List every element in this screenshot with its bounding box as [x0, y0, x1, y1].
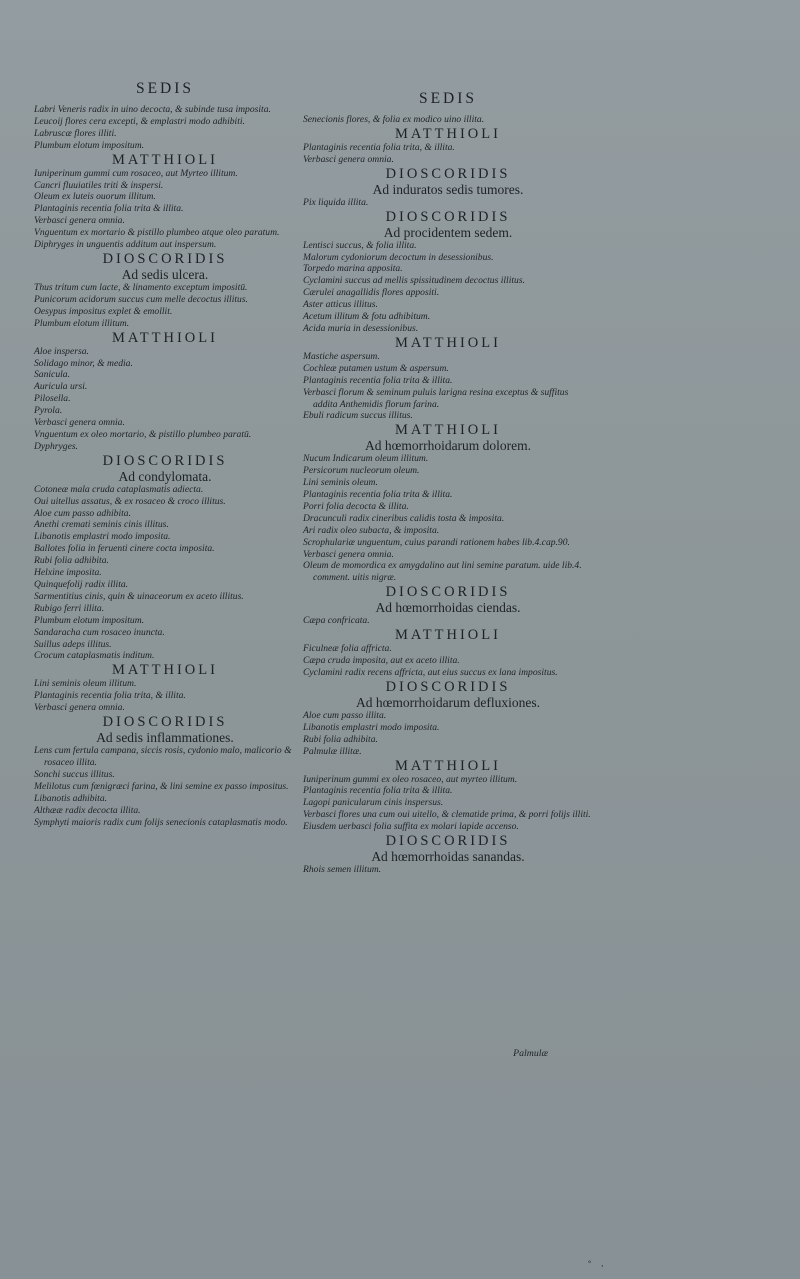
remedy-entry: Rhois semen illitum. — [303, 864, 382, 876]
remedy-entry: Plantaginis recentia folia trita & illita. — [34, 203, 184, 215]
remedy-entry: Anethi cremati seminis cinis illitus. — [34, 519, 169, 531]
remedy-entry: Pilosella. — [34, 393, 71, 405]
remedy-entry: Libanotis emplastri modo imposita. — [303, 721, 440, 733]
remedy-entry: Cyclamini succus ad mellis spissitudinem decoctus illitus. — [303, 275, 525, 287]
remedy-entry: Labruscæ flores illiti. — [34, 127, 117, 139]
remedy-entry: Lini seminis oleum. — [303, 477, 378, 489]
remedy-entry: Punicorum acidorum succus cum melle decoctus illitus. — [34, 293, 248, 305]
remedy-entry: Verbasci genera omnia. — [34, 215, 125, 227]
remedy-entry: Mastiche aspersum. — [303, 350, 380, 362]
remedy-entry: Libanotis emplastri modo imposita. — [34, 531, 171, 543]
remedy-entry: Sandaracha cum rosaceo inuncta. — [34, 626, 165, 638]
remedy-entry: Nucum Indicarum oleum illitum. — [303, 453, 429, 465]
remedy-entry: Rubi folia adhibita. — [303, 733, 378, 745]
remedy-entry: Aloe cum passo illita. — [303, 709, 387, 721]
remedy-entry: Plantaginis recentia folia trita & illita. — [303, 374, 453, 386]
section-heading: MATTHIOLI — [395, 125, 501, 142]
remedy-entry: Rubi folia adhibita. — [34, 555, 109, 567]
remedy-entry: Libanotis adhibita. — [34, 792, 108, 804]
remedy-entry: Auricula ursi. — [34, 381, 88, 393]
remedy-entry: Acida muria in desessionibus. — [303, 322, 419, 334]
section-heading: DIOSCORIDIS — [385, 584, 511, 601]
remedy-entry: Pyrola. — [34, 405, 63, 417]
remedy-entry: Persicorum nucleorum oleum. — [303, 465, 420, 477]
section-heading: MATTHIOLI — [395, 334, 501, 351]
remedy-entry: Senecionis flores, & folia ex modico uino illita. — [303, 114, 485, 125]
catchword: Palmulæ — [513, 1048, 548, 1059]
remedy-entry: Lens cum fertula campana, siccis rosis, cydonio malo, malicorio & rosaceo illita. — [34, 745, 292, 768]
remedy-entry: Plantaginis recentia folia trita & illita. — [303, 489, 453, 501]
remedy-entry: Eiusdem uerbasci folia suffita ex molari lapide accenso. — [303, 821, 519, 833]
remedy-entry: Ficulneæ folia affricta. — [303, 643, 392, 655]
section-heading: DIOSCORIDIS — [102, 250, 228, 267]
right-column — [303, 90, 593, 876]
section-subheading: Ad induratos sedis tumores. — [372, 181, 524, 197]
section-subheading: Ad condylomata. — [118, 468, 212, 484]
remedy-entry: Plantaginis recentia folia trita, & illita. — [34, 690, 186, 702]
remedy-entry: Labri Veneris radix in uino decocta, & subinde tusa imposita. — [34, 104, 271, 115]
remedy-entry: Pix liquida illita. — [303, 196, 369, 208]
section-subheading: Ad hœmorrhoidarum dolorem. — [364, 438, 532, 454]
remedy-entry: Oui uitellus assatus, & ex rosaceo & croco illitus. — [34, 495, 226, 507]
remedy-entry: Sonchi succus illitus. — [34, 768, 115, 780]
section-heading: DIOSCORIDIS — [385, 678, 511, 695]
section-heading: MATTHIOLI — [112, 662, 218, 679]
remedy-entry: Lagopi panicularum cinis inspersus. — [303, 797, 444, 809]
section-subheading: Ad hœmorrhoidas ciendas. — [375, 600, 521, 616]
section-heading: MATTHIOLI — [395, 627, 501, 644]
remedy-entry: Oleum de momordica ex amygdalino aut lini semine paratum. uide lib.4. comment. uitis nigræ. — [303, 560, 582, 584]
section-heading: DIOSCORIDIS — [385, 833, 511, 850]
remedy-entry: Cotoneæ mala cruda cataplasmatis adiecta. — [34, 483, 204, 495]
remedy-entry: Plumbum elotum impositum. — [34, 614, 145, 626]
remedy-entry: Leucoij flores cera excepti, & emplastri modo adhibiti. — [34, 115, 245, 127]
section-heading: DIOSCORIDIS — [102, 452, 228, 469]
remedy-entry: Plumbum elotum illitum. — [34, 317, 130, 329]
remedy-entry: Solidago minor, & media. — [34, 357, 133, 369]
remedy-entry: Symphyti maioris radix cum folijs senecionis cataplasmatis modo. — [34, 816, 288, 828]
remedy-entry: Verbasci florum & seminum puluis larigna resina exceptus & suffitus addita Anthemidis florum farina. — [303, 386, 569, 410]
section-heading: SEDIS — [135, 80, 195, 97]
section-heading: DIOSCORIDIS — [385, 208, 511, 225]
remedy-entry: Malorum cydoniorum decoctum in desessionibus. — [303, 251, 494, 263]
remedy-entry: Torpedo marina apposita. — [303, 263, 403, 275]
remedy-entry: Palmulæ illitæ. — [303, 745, 362, 757]
remedy-entry: Cærulei anagallidis flores appositi. — [303, 287, 440, 299]
section-heading: MATTHIOLI — [395, 757, 501, 774]
remedy-entry: Aloe cum passo adhibita. — [34, 507, 131, 519]
remedy-entry: Lini seminis oleum illitum. — [34, 678, 137, 690]
section-heading: MATTHIOLI — [112, 151, 218, 168]
remedy-entry: Helxine imposita. — [34, 567, 102, 579]
remedy-entry: Plantaginis recentia folia trita & illita. — [303, 785, 453, 797]
remedy-entry: Cyclamini radix recens affricta, aut eius succus ex lana impositus. — [303, 667, 558, 678]
remedy-entry: Sarmentitius cinis, quin & uinaceorum ex aceto illitus. — [34, 590, 244, 602]
remedy-entry: Verbasci flores una cum oui uitello, & clematide prima, & porri folijs illiti. — [303, 809, 591, 821]
remedy-entry: Ebuli radicum succus illitus. — [303, 410, 413, 422]
section-heading: DIOSCORIDIS — [102, 714, 228, 731]
remedy-entry: Porri folia decocta & illita. — [303, 500, 409, 512]
left-column — [34, 80, 296, 828]
remedy-entry: Aloe inspersa. — [34, 345, 89, 357]
remedy-entry: Suillus adeps illitus. — [34, 638, 112, 650]
section-subheading: Ad hœmorrhoidarum defluxiones. — [355, 694, 541, 710]
section-heading: SEDIS — [418, 90, 478, 107]
section-subheading: Ad sedis ulcera. — [121, 266, 209, 282]
remedy-entry: Acetum illitum & fotu adhibitum. — [303, 311, 431, 323]
section-subheading: Ad hœmorrhoidas sanandas. — [371, 849, 525, 865]
remedy-entry: Cancri fluuiatiles triti & inspersi. — [34, 179, 164, 191]
section-heading: MATTHIOLI — [112, 329, 218, 346]
remedy-entry: Diphryges in unguentis additum aut inspersum. — [34, 239, 217, 251]
remedy-entry: Sanicula. — [34, 369, 70, 381]
remedy-entry: Vnguentum ex oleo mortario, & pistillo plumbeo paratū. — [34, 428, 252, 440]
remedy-entry: Melilotus cum fœnigræci farina, & lini semine ex passo impositus. — [34, 780, 289, 792]
remedy-entry: Rubigo ferri illita. — [34, 602, 105, 614]
page-marks: ° , — [588, 1259, 608, 1268]
remedy-entry: Cochleæ putamen ustum & aspersum. — [303, 362, 449, 374]
section-heading: MATTHIOLI — [395, 422, 501, 439]
remedy-entry: Crocum cataplasmatis inditum. — [34, 650, 155, 662]
remedy-entry: Plantaginis recentia folia trita, & illita. — [303, 141, 455, 153]
remedy-entry: Verbasci genera omnia. — [34, 417, 125, 429]
remedy-entry: Thus tritum cum lacte, & linamento exceptum impositū. — [34, 281, 248, 293]
remedy-entry: Verbasci genera omnia. — [303, 548, 394, 560]
remedy-entry: Dyphryges. — [34, 440, 78, 452]
section-subheading: Ad sedis inflammationes. — [96, 730, 234, 746]
remedy-entry: Verbasci genera omnia. — [303, 153, 394, 165]
remedy-entry: Quinquefolij radix illita. — [34, 579, 129, 590]
remedy-entry: Ari radix oleo subacta, & imposita. — [303, 524, 440, 536]
remedy-entry: Scrophulariæ unguentum, cuius parandi rationem habes lib.4.cap.90. — [303, 536, 570, 548]
remedy-entry: Ballotes folia in feruenti cinere cocta imposita. — [34, 543, 215, 555]
remedy-entry: Oleum ex luteis ouorum illitum. — [34, 191, 156, 203]
remedy-entry: Aster atticus illitus. — [303, 299, 378, 311]
remedy-entry: Iuniperinum gummi cum rosaceo, aut Myrteo illitum. — [34, 167, 238, 179]
remedy-entry: Plumbum elotum impositum. — [34, 139, 145, 151]
section-heading: DIOSCORIDIS — [385, 165, 511, 182]
section-subheading: Ad procidentem sedem. — [383, 224, 513, 240]
remedy-entry: Althææ radix decocta illita. — [34, 804, 141, 816]
remedy-entry: Dracunculi radix cineribus calidis tosta & imposita. — [303, 512, 505, 524]
remedy-entry: Cæpa confricata. — [303, 615, 370, 627]
remedy-entry: Vnguentum ex mortario & pistillo plumbeo atque oleo paratum. — [34, 227, 280, 239]
remedy-entry: Oesypus impositus explet & emollit. — [34, 305, 173, 317]
remedy-entry: Lentisci succus, & folia illita. — [303, 239, 417, 251]
remedy-entry: Verbasci genera omnia. — [34, 702, 125, 714]
remedy-entry: Cæpa cruda imposita, aut ex aceto illita. — [303, 655, 460, 667]
remedy-entry: Iuniperinum gummi ex oleo rosaceo, aut myrteo illitum. — [303, 773, 518, 785]
